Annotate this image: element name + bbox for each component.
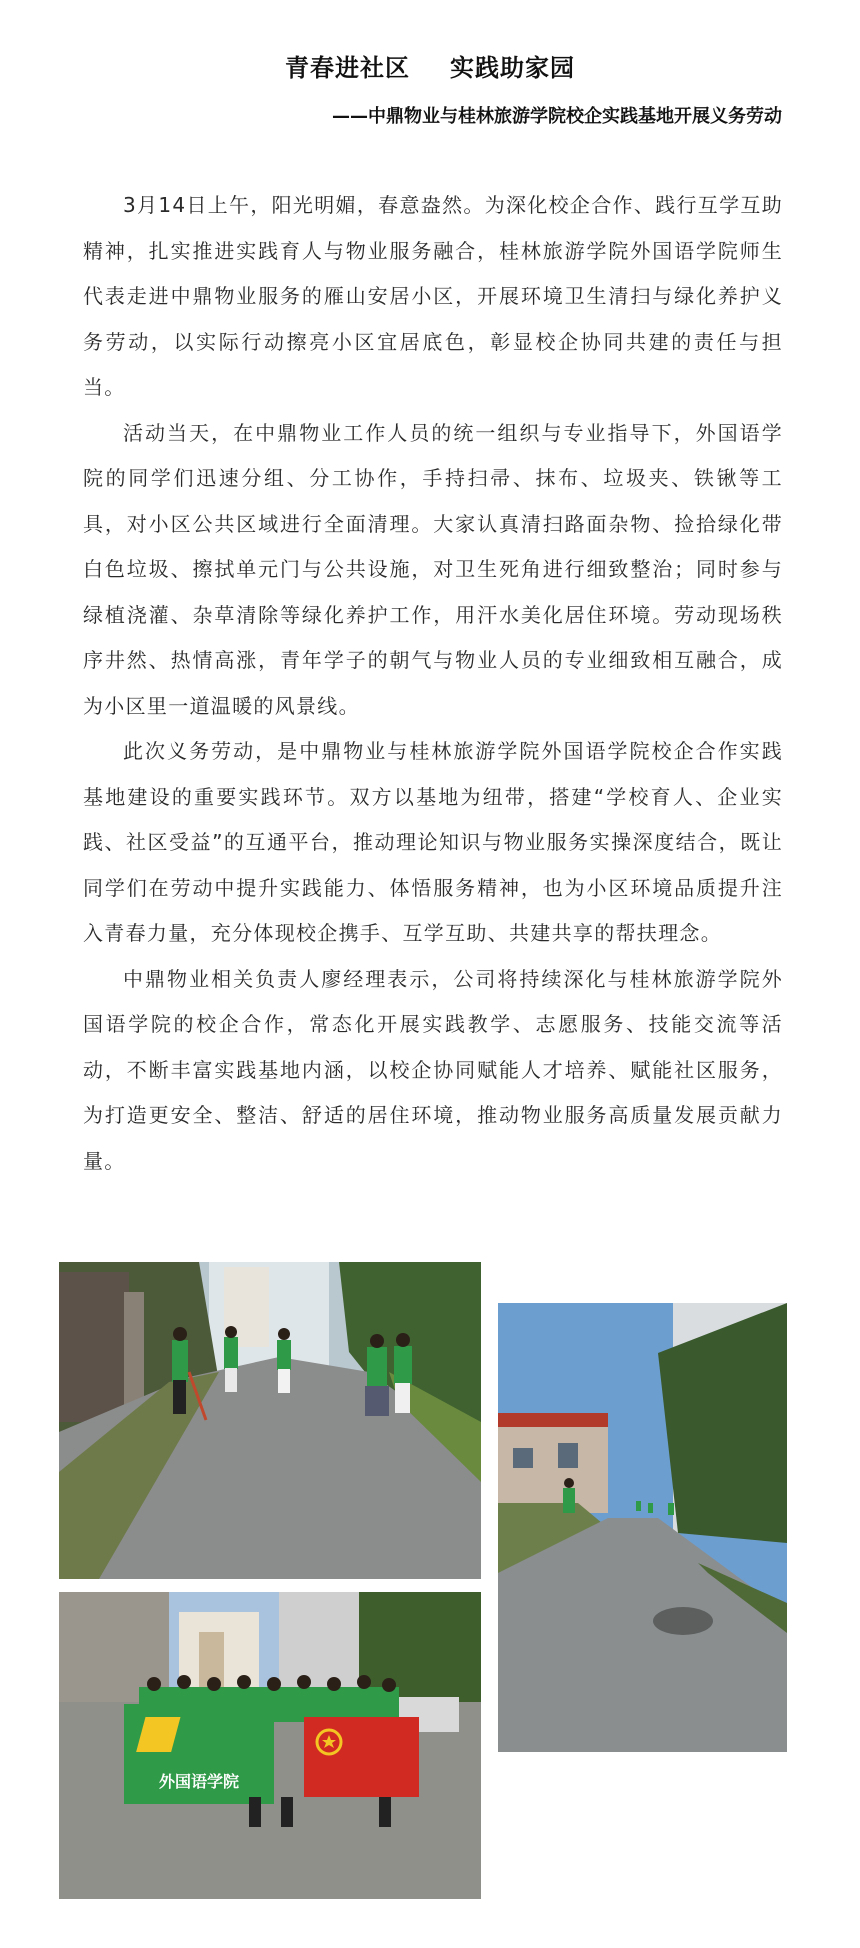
title-part-2: 实践助家园 — [450, 54, 575, 82]
paragraph-1: 3月14日上午，阳光明媚，春意盎然。为深化校企合作、践行互学互助精神，扎实推进实践育人与物业服务融合，桂林旅游学院外国语学院师生代表走进中鼎物业服务的雁山安居小区，开展环境卫生清扫与绿化养护义务劳动，以实际行动擦亮小区宜居底色，彰显校企协同共建的责任与担当。 — [83, 193, 783, 399]
banner-text: 外国语学院 — [158, 1772, 240, 1791]
paragraph-4: 中鼎物业相关负责人廖经理表示，公司将持续深化与桂林旅游学院外国语学院的校企合作，常态化开展实践教学、志愿服务、技能交流等活动，不断丰富实践基地内涵，以校企协同赋能人才培养、赋能社区服务，为打造更安全、整洁、舒适的居住环境，推动物业服务高质量发展贡献力量。 — [83, 966, 783, 1173]
title-part-1: 青春进社区 — [285, 54, 410, 82]
article-subtitle: ——中鼎物业与桂林旅游学院校企实践基地开展义务劳动 — [332, 106, 782, 127]
photo-group-banners — [59, 1592, 481, 1899]
article-title — [0, 48, 860, 83]
paragraph-3: 此次义务劳动，是中鼎物业与桂林旅游学院外国语学院校企合作实践基地建设的重要实践环节。双方以基地为纽带，搭建“学校育人、企业实践、社区受益”的互通平台，推动理论知识与物业服务实操深度结合，既让同学们在劳动中提升实践能力、体悟服务精神，也为小区环境品质提升注入青春力量，充分体现校企携手、互学互助、共建共享的帮扶理念。 — [83, 739, 783, 945]
photo-sweeping-road — [59, 1262, 481, 1579]
photo-alley-street — [498, 1303, 787, 1752]
article-body — [83, 183, 783, 1184]
paragraph-2: 活动当天，在中鼎物业工作人员的统一组织与专业指导下，外国语学院的同学们迅速分组、分工协作，手持扫帚、抹布、垃圾夹、铁锹等工具，对小区公共区域进行全面清理。大家认真清扫路面杂物、捡拾绿化带白色垃圾、擦拭单元门与公共设施，对卫生死角进行细致整治；同时参与绿植浇灌、杂草清除等绿化养护工作，用汗水美化居住环境。劳动现场秩序井然、热情高涨，青年学子的朝气与物业人员的专业细致相互融合，成为小区里一道温暖的风景线。 — [83, 420, 783, 718]
